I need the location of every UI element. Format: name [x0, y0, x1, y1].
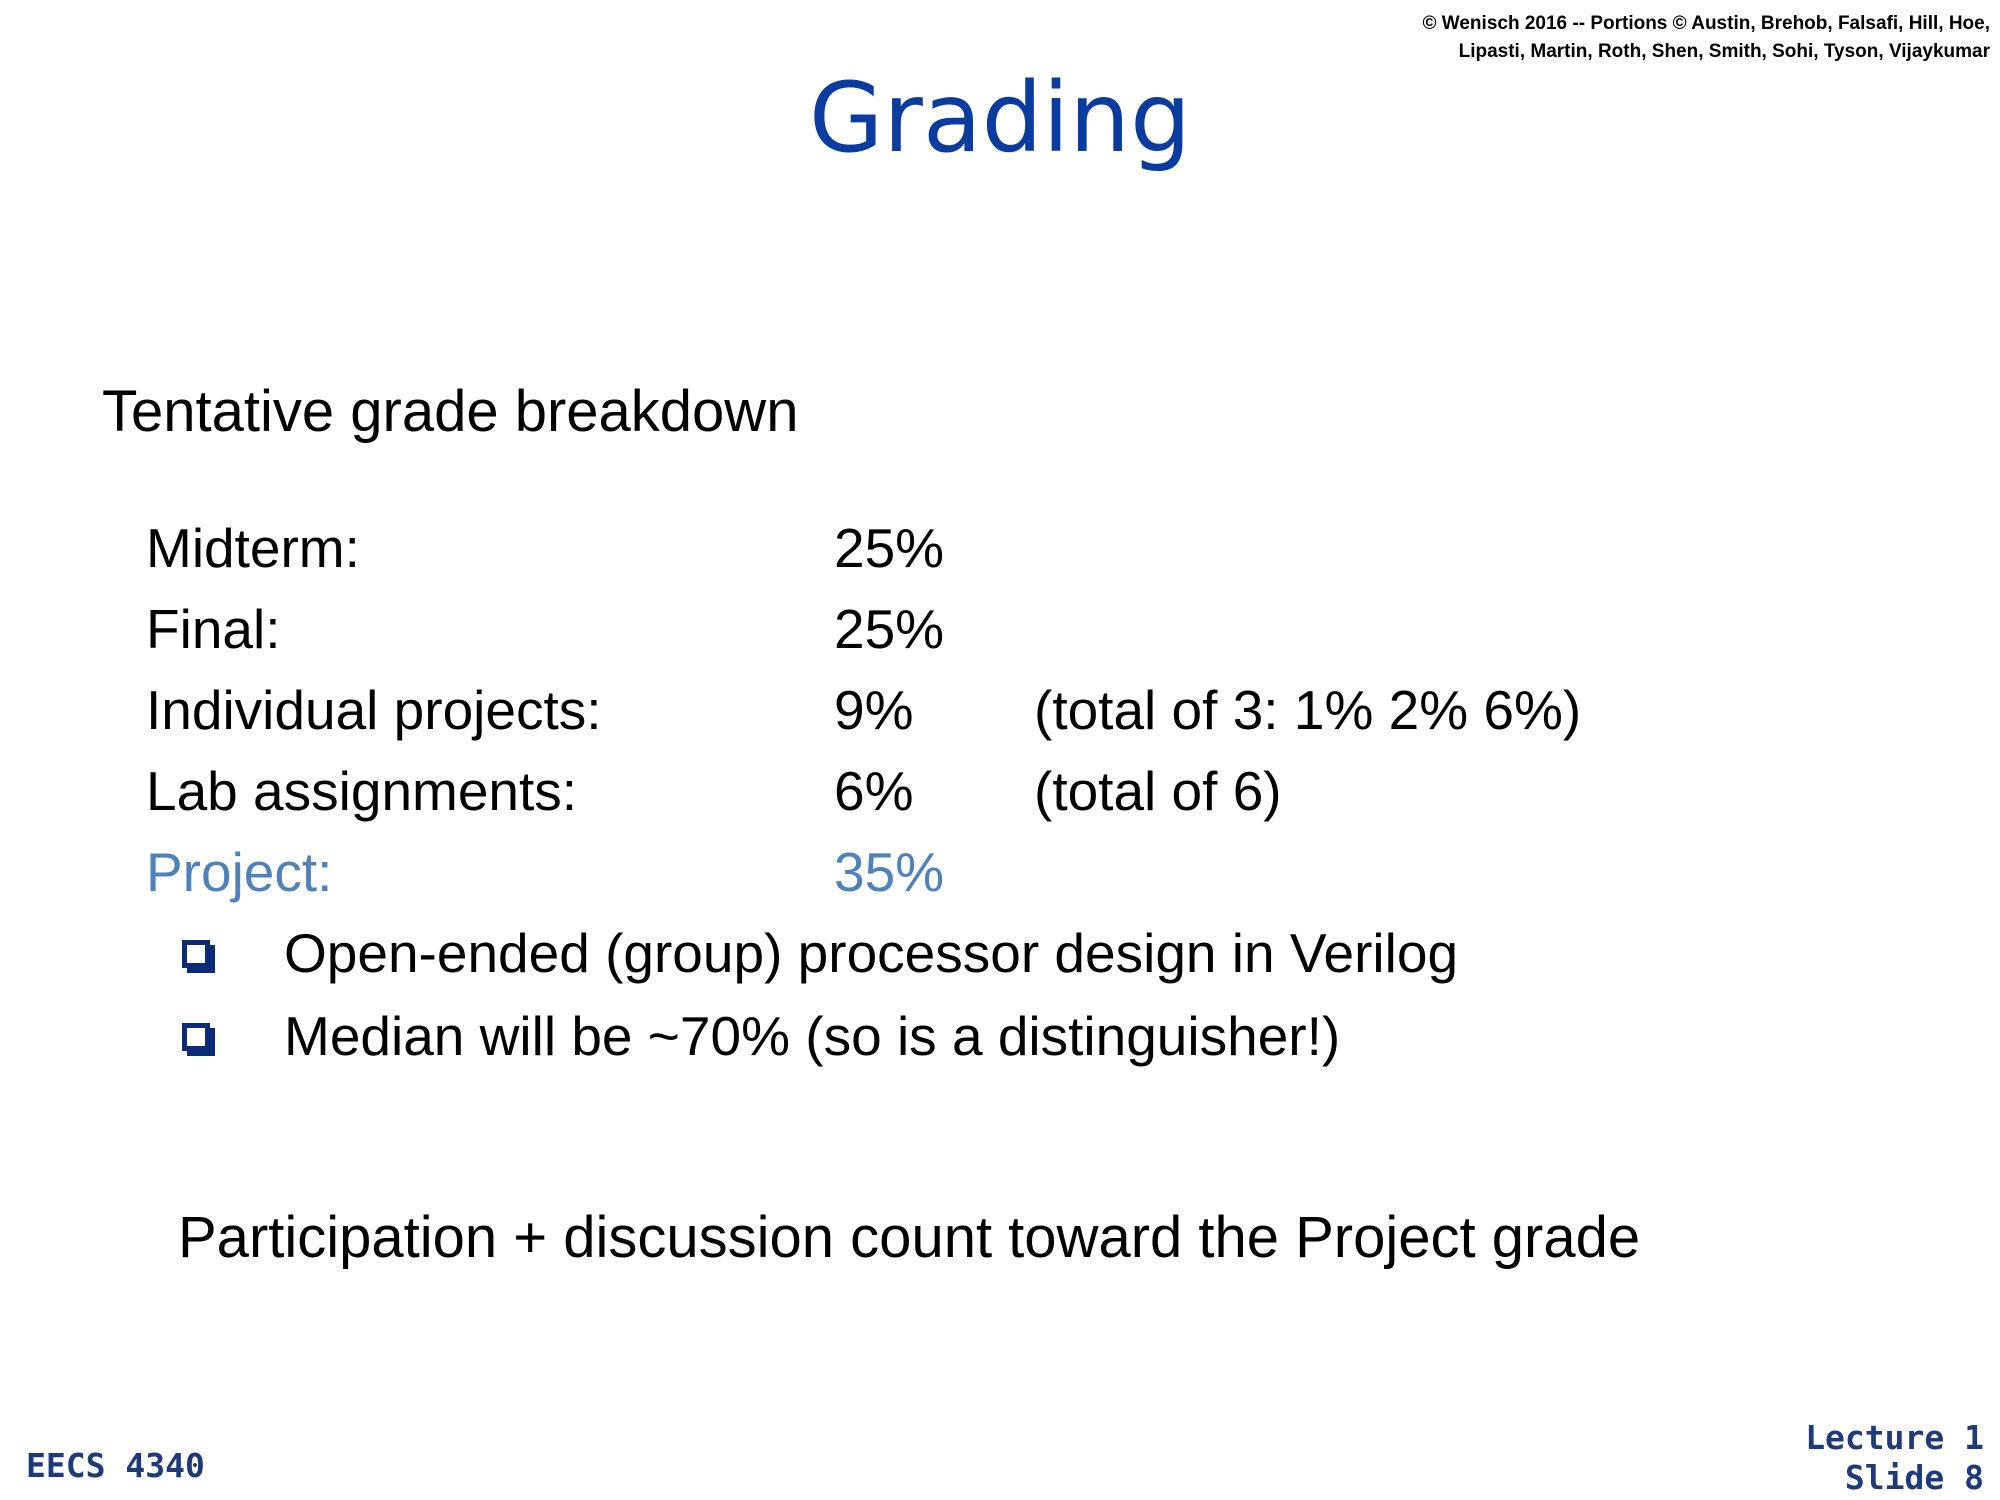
grade-label: Midterm: — [146, 517, 360, 579]
lecture-number: Lecture 1 — [1805, 1418, 1984, 1457]
grade-percent: 25% — [834, 598, 945, 660]
grade-row-individual-projects — [146, 670, 1846, 751]
slide-number: Slide 8 — [1844, 1458, 1984, 1497]
grade-percent: 35% — [834, 841, 945, 903]
slide-title: Grading — [808, 62, 1192, 174]
grade-note: (total of 3: 1% 2% 6%) — [1034, 679, 1582, 741]
grade-label: Final: — [146, 598, 281, 660]
grade-breakdown-list — [146, 508, 1846, 913]
grade-row-midterm — [146, 508, 1846, 589]
course-label: EECS 4340 — [26, 1446, 205, 1485]
participation-note: Participation + discussion count toward the Project grade — [178, 1205, 1641, 1270]
slide-number-block — [1805, 1418, 1984, 1498]
grade-label: Lab assignments: — [146, 760, 578, 822]
grade-percent: 6% — [834, 760, 914, 822]
section-heading: Tentative grade breakdown — [102, 379, 799, 444]
grade-note: (total of 6) — [1034, 760, 1282, 822]
grade-row-project — [146, 832, 1846, 913]
grade-row-lab-assignments — [146, 751, 1846, 832]
copyright-line-1: © Wenisch 2016 -- Portions © Austin, Brehob, Falsafi, Hill, Hoe, — [1422, 13, 1990, 34]
copyright-line-2: Lipasti, Martin, Roth, Shen, Smith, Sohi, Tyson, Vijaykumar — [1458, 41, 1990, 62]
square-bullet-icon — [182, 1023, 210, 1051]
bullet-text: Median will be ~70% (so is a distinguisher!) — [284, 1005, 1341, 1067]
square-bullet-icon — [182, 940, 210, 968]
grade-label: Project: — [146, 841, 333, 903]
grade-row-final — [146, 589, 1846, 670]
grade-percent: 25% — [834, 517, 945, 579]
bullet-text: Open-ended (group) processor design in Verilog — [284, 922, 1459, 984]
grade-label: Individual projects: — [146, 679, 602, 741]
grade-percent: 9% — [834, 679, 914, 741]
